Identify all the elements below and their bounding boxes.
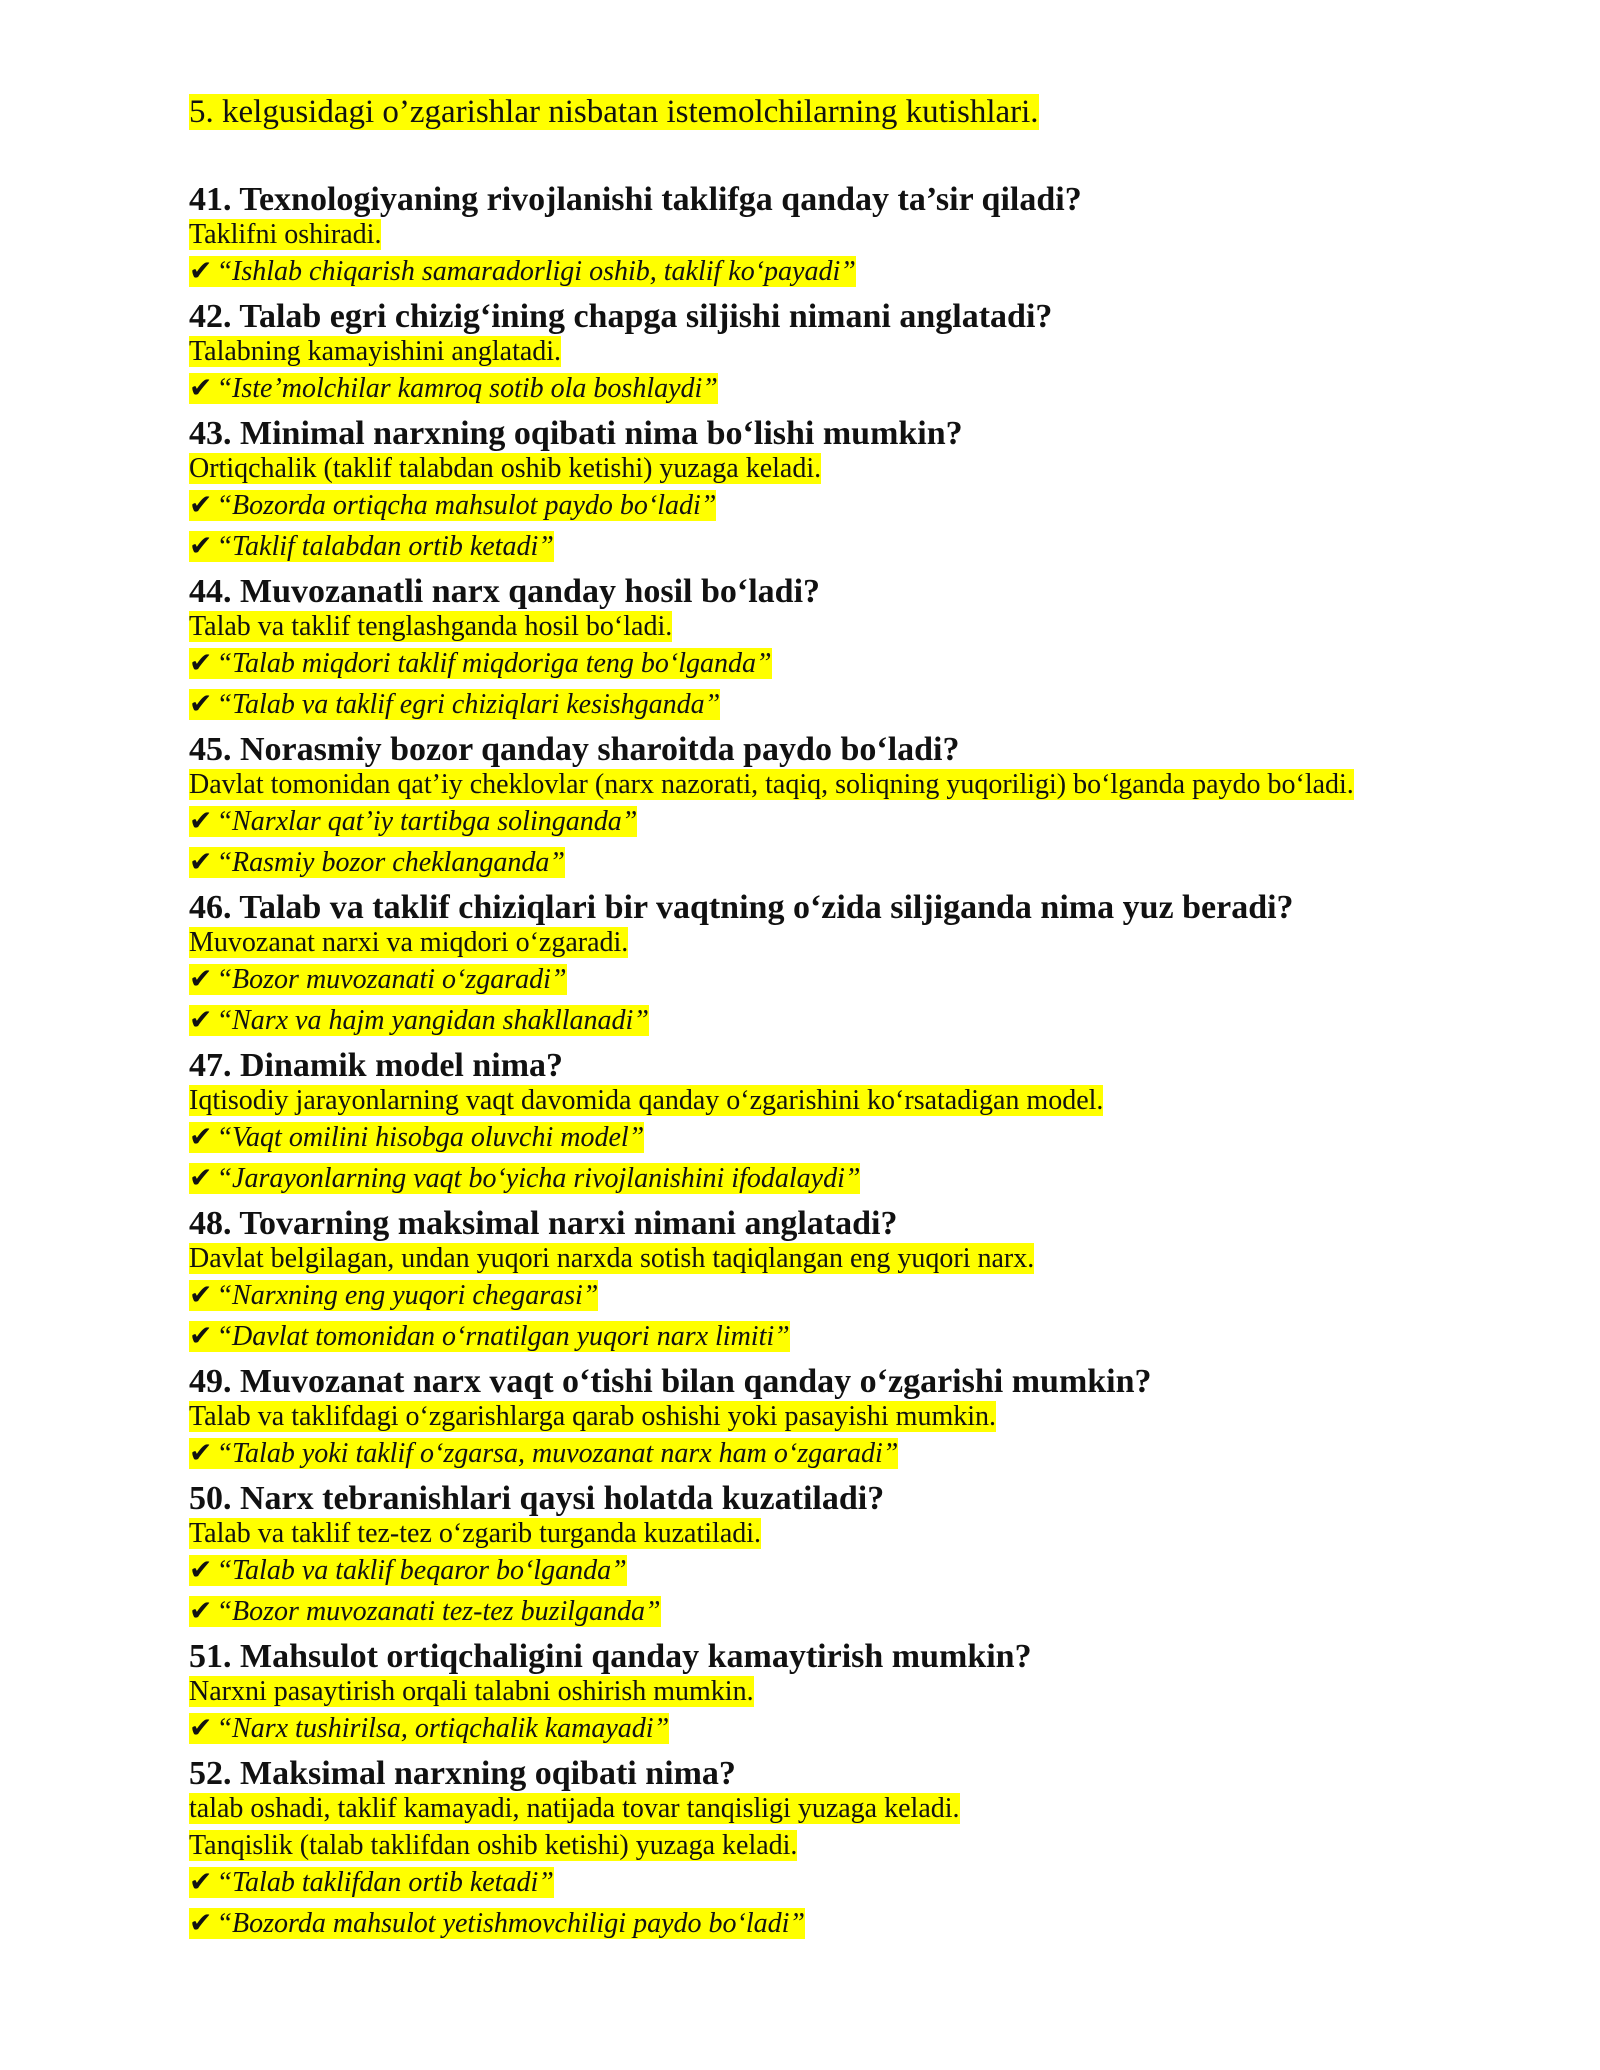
answer-text: Talab va taklifdagi o‘zgarishlarga qarab oshishi yoki pasayishi mumkin.: [189, 1401, 996, 1432]
checkmark-icon: ✔: [189, 490, 213, 521]
answer-text: Taklifni oshiradi.: [189, 219, 382, 250]
check-text: “Talab va taklif egri chiziqlari kesishganda”: [216, 689, 721, 720]
check-text-highlight: [189, 806, 637, 837]
check-line: [189, 1321, 790, 1353]
checkmark-icon: ✔: [189, 1596, 213, 1627]
question-heading: 45. Norasmiy bozor qanday sharoitda paydo bo‘ladi?: [189, 731, 960, 768]
checkmark-icon: ✔: [189, 373, 213, 404]
check-text: “Bozor muvozanati tez-tez buzilganda”: [216, 1596, 661, 1627]
check-text-highlight: [189, 847, 565, 878]
check-line: [189, 1867, 554, 1899]
check-text: “Narx tushirilsa, ortiqchalik kamayadi”: [216, 1713, 670, 1744]
checkmark-icon: ✔: [189, 1122, 213, 1153]
check-text-highlight: [189, 1280, 598, 1311]
check-text-highlight: [189, 1438, 898, 1469]
question-heading: 41. Texnologiyaning rivojlanishi taklifga qanday ta’sir qiladi?: [189, 181, 1082, 218]
answer-line: [189, 611, 672, 643]
check-line: [189, 1122, 644, 1154]
check-text: “Jarayonlarning vaqt bo‘yicha rivojlanishini ifodalaydi”: [216, 1163, 861, 1194]
check-text: “Rasmiy bozor cheklanganda”: [216, 847, 565, 878]
check-text: “Talab yoki taklif o‘zgarsa, muvozanat narx ham o‘zgaradi”: [216, 1438, 899, 1469]
check-line: [189, 1713, 669, 1745]
answer-text: Davlat tomonidan qat’iy cheklovlar (narx nazorati, taqiq, soliqning yuqoriligi) bo‘lganda paydo bo‘ladi.: [189, 769, 1354, 800]
checkmark-icon: ✔: [189, 1867, 213, 1898]
check-text: “Narxlar qat’iy tartibga solinganda”: [216, 806, 638, 837]
check-line: [189, 531, 554, 563]
check-line: [189, 1005, 649, 1037]
check-text-highlight: [189, 1713, 669, 1744]
answer-line: [189, 1518, 761, 1550]
answer-text: Muvozanat narxi va miqdori o‘zgaradi.: [189, 927, 629, 958]
answer-text: talab oshadi, taklif kamayadi, natijada tovar tanqisligi yuzaga keladi.: [189, 1793, 960, 1824]
answer-text: Davlat belgilagan, undan yuqori narxda sotish taqiqlangan eng yuqori narx.: [189, 1243, 1035, 1274]
answer-line: [189, 1793, 960, 1825]
answer-line: [189, 927, 628, 959]
checkmark-icon: ✔: [189, 256, 213, 287]
answer-text: Talab va taklif tenglashganda hosil bo‘ladi.: [189, 611, 673, 642]
check-text-highlight: [189, 1867, 554, 1898]
check-line: [189, 373, 718, 405]
check-text-highlight: [189, 1122, 644, 1153]
check-text-highlight: [189, 1908, 805, 1939]
checkmark-icon: ✔: [189, 1280, 213, 1311]
question-heading: 46. Talab va taklif chiziqlari bir vaqtning o‘zida siljiganda nima yuz beradi?: [189, 889, 1294, 926]
check-text: “Narxning eng yuqori chegarasi”: [216, 1280, 599, 1311]
check-line: [189, 847, 565, 879]
check-text-highlight: [189, 1321, 790, 1352]
checkmark-icon: ✔: [189, 964, 213, 995]
check-text-highlight: [189, 373, 718, 404]
check-text-highlight: [189, 531, 554, 562]
checkmark-icon: ✔: [189, 847, 213, 878]
checkmark-icon: ✔: [189, 1321, 213, 1352]
answer-line: [189, 1676, 754, 1708]
answer-line: [189, 453, 821, 485]
checkmark-icon: ✔: [189, 531, 213, 562]
question-heading: 44. Muvozanatli narx qanday hosil bo‘ladi?: [189, 573, 821, 610]
answer-text: Iqtisodiy jarayonlarning vaqt davomida qanday o‘zgarishini ko‘rsatadigan model.: [189, 1085, 1104, 1116]
intro-line: [189, 94, 1039, 132]
check-text: “Bozorda ortiqcha mahsulot paydo bo‘ladi”: [216, 490, 717, 521]
answer-line: [189, 1243, 1034, 1275]
check-text: “Davlat tomonidan o‘rnatilgan yuqori narx limiti”: [216, 1321, 790, 1352]
question-heading: 51. Mahsulot ortiqchaligini qanday kamaytirish mumkin?: [189, 1638, 1032, 1675]
intro-text: 5. kelgusidagi o’zgarishlar nisbatan istemolchilarning kutishlari.: [189, 94, 1039, 130]
question-heading: 42. Talab egri chizig‘ining chapga siljishi nimani anglatadi?: [189, 298, 1053, 335]
check-line: [189, 1908, 805, 1940]
checkmark-icon: ✔: [189, 806, 213, 837]
check-line: [189, 490, 716, 522]
check-text-highlight: [189, 964, 567, 995]
check-line: [189, 689, 720, 721]
question-heading: 52. Maksimal narxning oqibati nima?: [189, 1755, 736, 1792]
answer-text: Ortiqchalik (taklif talabdan oshib ketishi) yuzaga keladi.: [189, 453, 822, 484]
check-text: “Talab miqdori taklif miqdoriga teng bo‘lganda”: [216, 648, 772, 679]
check-line: [189, 648, 772, 680]
check-text-highlight: [189, 648, 772, 679]
answer-text: Talabning kamayishini anglatadi.: [189, 336, 562, 367]
answer-line: [189, 1401, 996, 1433]
answer-line: [189, 769, 1354, 801]
check-line: [189, 964, 567, 996]
check-text: “Vaqt omilini hisobga oluvchi model”: [216, 1122, 645, 1153]
check-text-highlight: [189, 490, 716, 521]
answer-line: [189, 219, 381, 251]
check-line: [189, 1163, 860, 1195]
check-line: [189, 256, 856, 288]
check-line: [189, 1596, 661, 1628]
check-text: “Talab taklifdan ortib ketadi”: [216, 1867, 554, 1898]
checkmark-icon: ✔: [189, 1005, 213, 1036]
answer-text: Narxni pasaytirish orqali talabni oshirish mumkin.: [189, 1676, 754, 1707]
question-heading: 47. Dinamik model nima?: [189, 1047, 564, 1084]
question-heading: 43. Minimal narxning oqibati nima bo‘lishi mumkin?: [189, 415, 963, 452]
check-text-highlight: [189, 256, 856, 287]
check-text: “Bozorda mahsulot yetishmovchiligi paydo bo‘ladi”: [216, 1908, 805, 1939]
check-text: “Bozor muvozanati o‘zgaradi”: [216, 964, 567, 995]
check-line: [189, 806, 637, 838]
check-text-highlight: [189, 1005, 649, 1036]
check-text: “Iste’molchilar kamroq sotib ola boshlaydi”: [216, 373, 718, 404]
question-heading: 50. Narx tebranishlari qaysi holatda kuzatiladi?: [189, 1480, 885, 1517]
check-text-highlight: [189, 1163, 860, 1194]
check-line: [189, 1555, 627, 1587]
checkmark-icon: ✔: [189, 1713, 213, 1744]
check-text: “Talab va taklif beqaror bo‘lganda”: [216, 1555, 627, 1586]
check-text: “Taklif talabdan ortib ketadi”: [216, 531, 554, 562]
check-text-highlight: [189, 1555, 627, 1586]
check-line: [189, 1280, 598, 1312]
checkmark-icon: ✔: [189, 1555, 213, 1586]
checkmark-icon: ✔: [189, 1163, 213, 1194]
answer-line: [189, 1830, 797, 1862]
answer-text: Tanqislik (talab taklifdan oshib ketishi) yuzaga keladi.: [189, 1830, 798, 1861]
check-text: “Ishlab chiqarish samaradorligi oshib, taklif ko‘payadi”: [216, 256, 856, 287]
check-text-highlight: [189, 689, 720, 720]
question-heading: 48. Tovarning maksimal narxi nimani anglatadi?: [189, 1205, 898, 1242]
checkmark-icon: ✔: [189, 1438, 213, 1469]
check-text: “Narx va hajm yangidan shakllanadi”: [216, 1005, 649, 1036]
question-heading: 49. Muvozanat narx vaqt o‘tishi bilan qanday o‘zgarishi mumkin?: [189, 1363, 1152, 1400]
check-line: [189, 1438, 898, 1470]
checkmark-icon: ✔: [189, 689, 213, 720]
answer-line: [189, 1085, 1103, 1117]
answer-text: Talab va taklif tez-tez o‘zgarib turganda kuzatiladi.: [189, 1518, 762, 1549]
check-text-highlight: [189, 1596, 661, 1627]
checkmark-icon: ✔: [189, 1908, 213, 1939]
checkmark-icon: ✔: [189, 648, 213, 679]
answer-line: [189, 336, 561, 368]
